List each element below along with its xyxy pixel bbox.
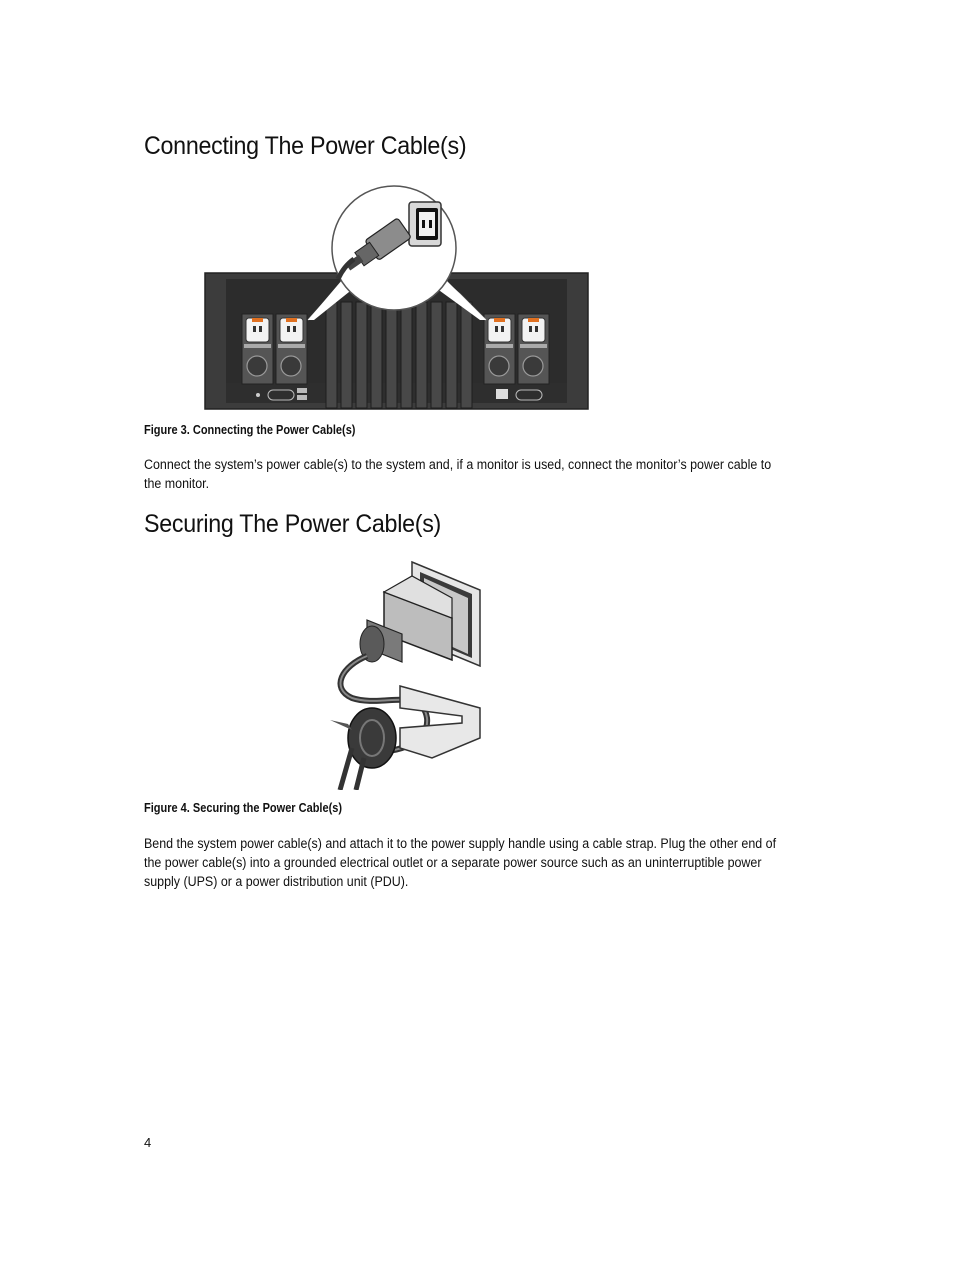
section-heading-securing: Securing The Power Cable(s) <box>144 510 442 538</box>
figure-connecting-power-cable <box>204 184 590 412</box>
section-heading-connecting: Connecting The Power Cable(s) <box>144 132 467 160</box>
page-number: 4 <box>144 1135 152 1150</box>
figure-securing-power-cable <box>312 558 487 790</box>
connecting-body-text: Connect the system’s power cable(s) to the system and, if a monitor is used, connect the monitor’s power cable to the monitor. <box>144 457 772 491</box>
figure-4-caption: Figure 4. Securing the Power Cable(s) <box>144 801 343 815</box>
figure-3-caption: Figure 3. Connecting the Power Cable(s) <box>144 423 356 437</box>
securing-body-text: Bend the system power cable(s) and attach it to the power supply handle using a cable strap. Plug the other end of the power cable(s) into a grounded electrical outlet or a separate power source such as an uninterruptible power supply (UPS) or a power distribution unit (PDU). <box>144 836 777 889</box>
